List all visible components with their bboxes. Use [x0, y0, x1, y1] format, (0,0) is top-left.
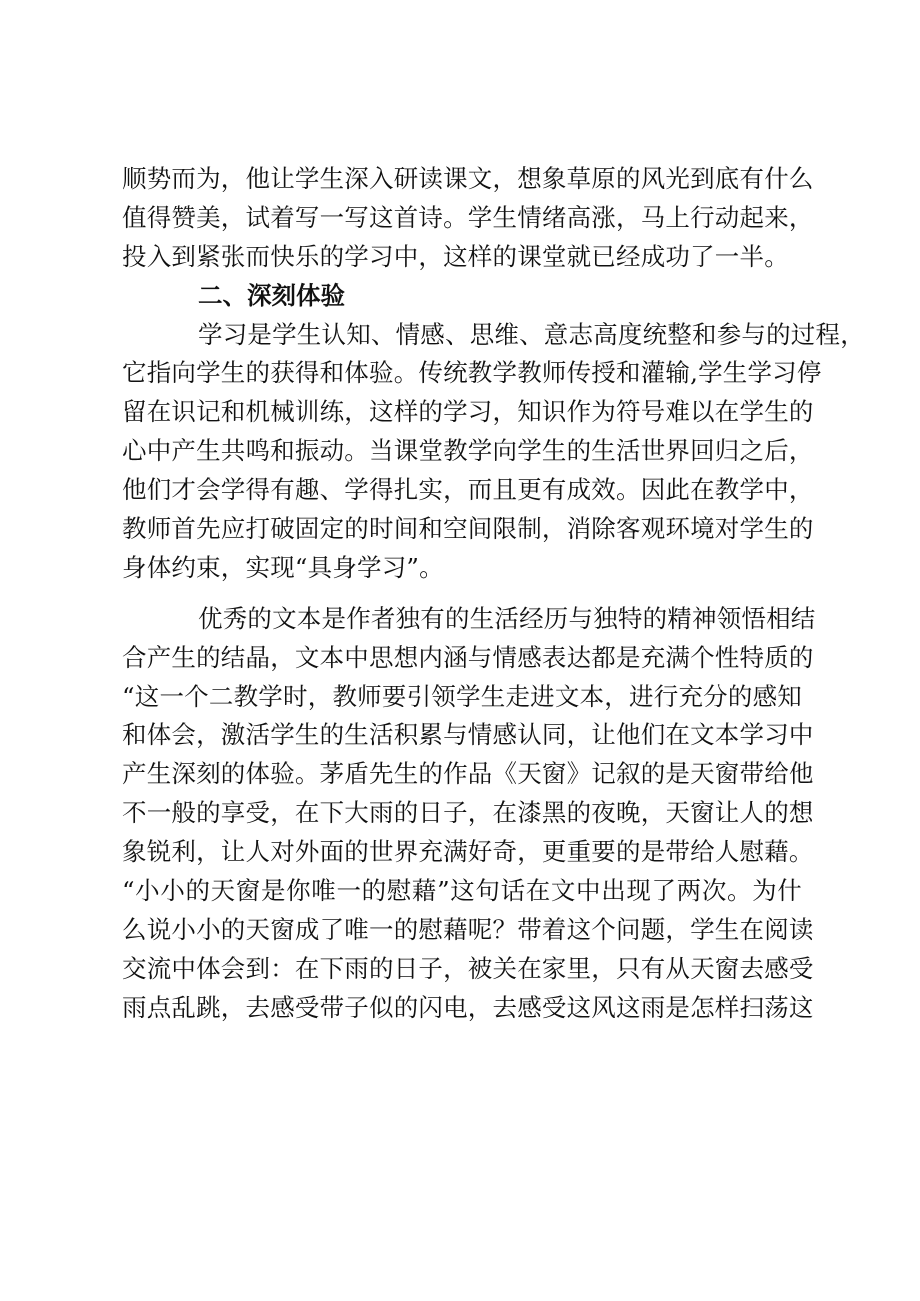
text-line: 优秀的文本是作者独有的生活经历与独特的精神领悟相结 — [198, 603, 816, 633]
document-body — [122, 160, 865, 1028]
text-line: 留在识记和机械训练，这样的学习，知识作为符号难以在学生的 — [122, 397, 814, 427]
paragraph-spacer — [122, 588, 802, 600]
text-line: 投入到紧张而快乐的学习中，这样的课堂就已经成功了一半。 — [122, 241, 789, 271]
text-line: 不一般的享受，在下大雨的日子，在漆黑的夜晚，天窗让人的想 — [122, 798, 814, 828]
paragraph — [122, 600, 816, 1028]
text-line: 他们才会学得有趣、学得扎实，而且更有成效。因此在教学中， — [122, 475, 814, 505]
text-line: 产生深刻的体验。茅盾先生的作品《天窗》记叙的是天窗带给他 — [122, 759, 814, 789]
text-line: 身体约束，实现“具身学习”。 — [122, 552, 444, 582]
text-line: 顺势而为，他让学生深入研读课文，想象草原的风光到底有什么 — [122, 164, 814, 193]
paragraph — [122, 316, 865, 588]
text-line: 它指向学生的获得和体验。传统教学教师传授和灌输,学生学习停 — [122, 358, 822, 388]
text-line: “这一个二教学时，教师要引领学生走进文本，进行充分的感知 — [122, 681, 802, 711]
text-line: 合产生的结晶，文本中思想内涵与情感表达都是充满个性特质的 — [122, 642, 814, 672]
section-heading: 二、深刻体验 — [198, 280, 345, 310]
text-line: 学习是学生认知、情感、思维、意志高度统整和参与的过程， — [198, 319, 865, 349]
text-line: 教师首先应打破固定的时间和空间限制，消除客观环境对学生的 — [122, 514, 814, 544]
continuation-paragraph — [122, 160, 814, 277]
text-line: 雨点乱跳，去感受带子似的闪电，去感受这风这雨是怎样扫荡这 — [122, 992, 814, 1022]
text-line: 值得赞美，试着写一写这首诗。学生情绪高涨，马上行动起来， — [122, 202, 814, 232]
text-line: 么说小小的天窗成了唯一的慰藉呢？带着这个问题，学生在阅读 — [122, 914, 814, 944]
text-line: 交流中体会到：在下雨的日子，被关在家里，只有从天窗去感受 — [122, 953, 814, 983]
text-line: “小小的天窗是你唯一的慰藉”这句话在文中出现了两次。为什 — [122, 876, 802, 906]
text-line: 象锐利，让人对外面的世界充满好奇，更重要的是带给人慰藉。 — [122, 837, 814, 867]
text-line: 和体会，激活学生的生活积累与情感认同，让他们在文本学习中 — [122, 720, 814, 750]
text-line: 心中产生共鸣和振动。当课堂教学向学生的生活世界回归之后， — [122, 436, 814, 466]
